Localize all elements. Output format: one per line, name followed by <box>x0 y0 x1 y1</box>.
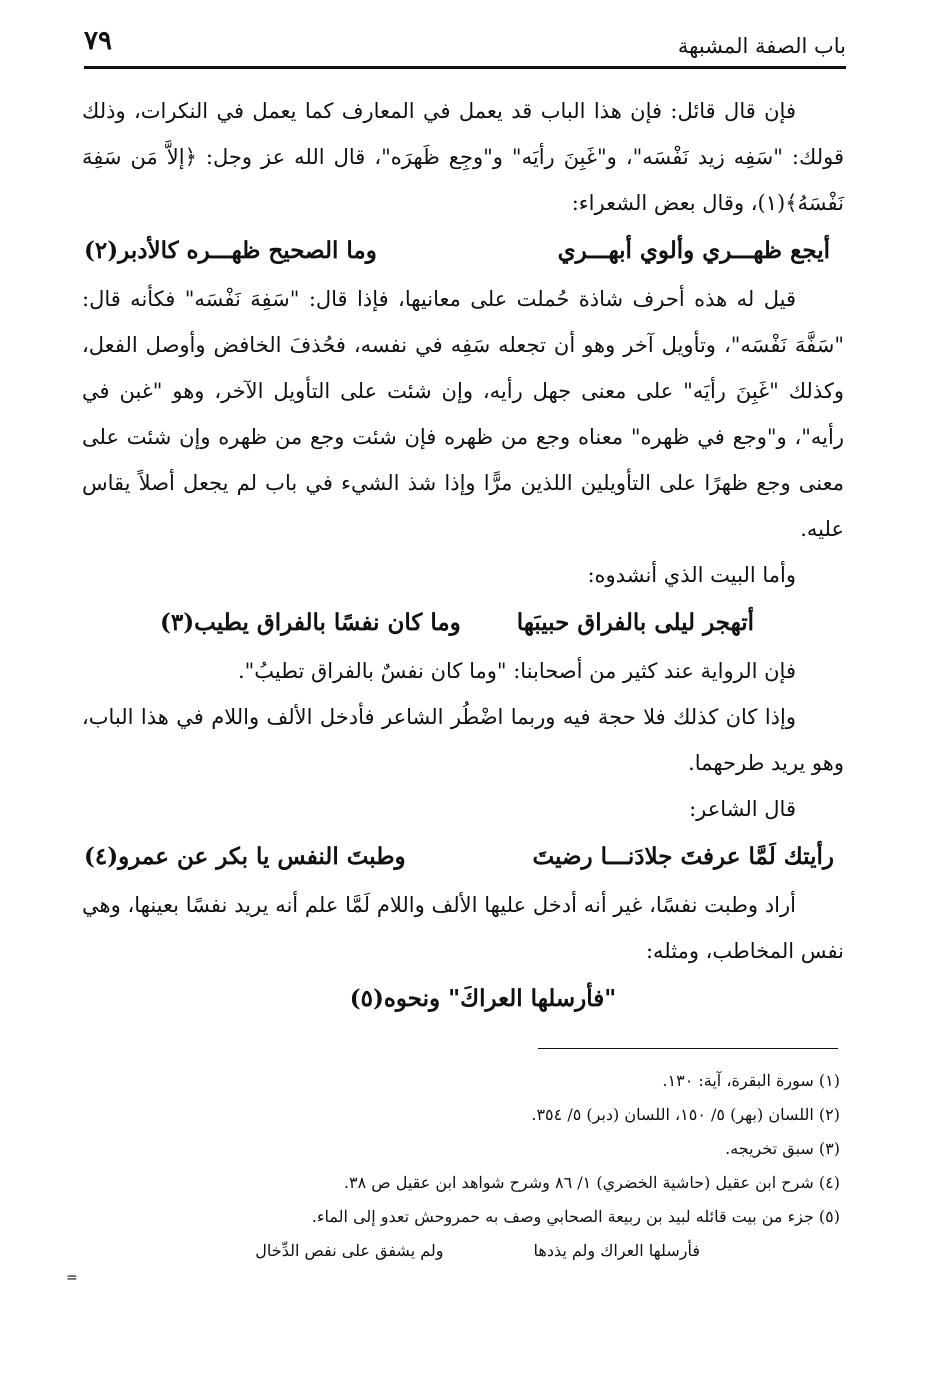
running-title: باب الصفة المشبهة <box>677 34 846 58</box>
margin-mark: = <box>66 1270 78 1286</box>
verse-2-second-hemistich: وما كان نفسًا بالفراق يطيب(٣) <box>160 609 461 636</box>
main-text <box>82 88 844 1024</box>
footnotes <box>160 1064 840 1268</box>
paragraph-6: قال الشاعر: <box>689 797 796 821</box>
paragraph-2: قيل له هذه أحرف شاذة حُملت على معانيها، فإذا قال: "سَفِهَ نَفْسَه" فكأنه قال: "سَفَّهَ نَفْسَه"، وتأويل آخر وهو أن تجعله سَفِه في نفسه، فحُذفَ الخافض وأوصل الفعل، وكذلك "غَبِنَ رأيَه" على معنى جهل رأيه، وإن شئت على التأويل الآخر، وهو "غبن في رأيه"، و"وجع في ظهره" معناه وجع من ظهره فإن شئت وجع من ظهره وإن شئت على معنى وجع ظهرًا على التأويلين اللذين مرًّا وإذا شذ الشيء في باب لم يجعل أصلاً يقاس عليه. <box>82 287 844 541</box>
verse-2 <box>82 598 844 648</box>
footnote-3: (٣) سبق تخريجه. <box>725 1139 840 1158</box>
verse-3-second-hemistich: وطبتَ النفس يا بكر عن عمرو(٤) <box>84 843 406 870</box>
footnote-1: (١) سورة البقرة، آية: ١٣٠. <box>662 1071 840 1090</box>
verse-3 <box>82 832 844 882</box>
footnote-rule <box>538 1048 838 1049</box>
footnote-4: (٤) شرح ابن عقيل (حاشية الخضري) ١/ ٨٦ وشرح شواهد ابن عقيل ص ٣٨. <box>343 1173 840 1192</box>
paragraph-1: فإن قال قائل: فإن هذا الباب قد يعمل في المعارف كما يعمل في النكرات، وذلك قولك: "سَفِه زيد نَفْسَه"، و"غَبِنَ رأيَه" و"وجِع ظَهرَه"، قال الله عز وجل: ﴿إلاَّ مَن سَفِهَ نَفْسَهُ﴾(١)، وقال بعض الشعراء: <box>82 99 844 215</box>
footnote-5-verse <box>160 1234 840 1268</box>
paragraph-4: فإن الرواية عند كثير من أصحابنا: "وما كان نفسٌ بالفراق تطيبُ". <box>237 659 796 683</box>
verse-2-first-hemistich: أتهجر ليلى بالفراق حبيبَها <box>516 609 754 636</box>
footnote-5-verse-second: ولم يشفق على نفص الدِّخال <box>255 1241 444 1260</box>
verse-4-fragment: "فأرسلها العراكَ" ونحوه(٥) <box>349 985 617 1012</box>
page-number: ٧٩ <box>84 26 112 56</box>
footnote-5: (٥) جزء من بيت قائله لبيد بن ربيعة الصحابي وصف به حمروحش تعدو إلى الماء. <box>311 1207 840 1226</box>
verse-3-first-hemistich: رأيتك لَمَّا عرفتَ جلادَنـــا رضيتَ <box>532 843 834 870</box>
header-rule <box>84 66 846 69</box>
paragraph-7: أراد وطبت نفسًا، غير أنه أدخل عليها الألف واللام لَمَّا علم أنه يريد نفسًا بعينها، وهي نفس المخاطب، ومثله: <box>82 893 844 963</box>
footnote-5-verse-first: فأرسلها العراك ولم يذدها <box>533 1241 700 1260</box>
page-header <box>84 22 846 66</box>
verse-1-second-hemistich: وما الصحيح ظهـــره كالأدبر(٢) <box>84 237 377 264</box>
verse-1-first-hemistich: أيجع ظهـــري وألوي أبهـــري <box>557 237 830 264</box>
footnote-2: (٢) اللسان (بهر) ٥/ ١٥٠، اللسان (دبر) ٥/ ٣٥٤. <box>531 1105 840 1124</box>
verse-1 <box>82 226 844 276</box>
verse-4 <box>82 974 844 1024</box>
paragraph-5: وإذا كان كذلك فلا حجة فيه وربما اضْطُر الشاعر فأدخل الألف واللام في هذا الباب، وهو يريد طرحهما. <box>82 705 844 775</box>
paragraph-3: وأما البيت الذي أنشدوه: <box>587 563 796 587</box>
